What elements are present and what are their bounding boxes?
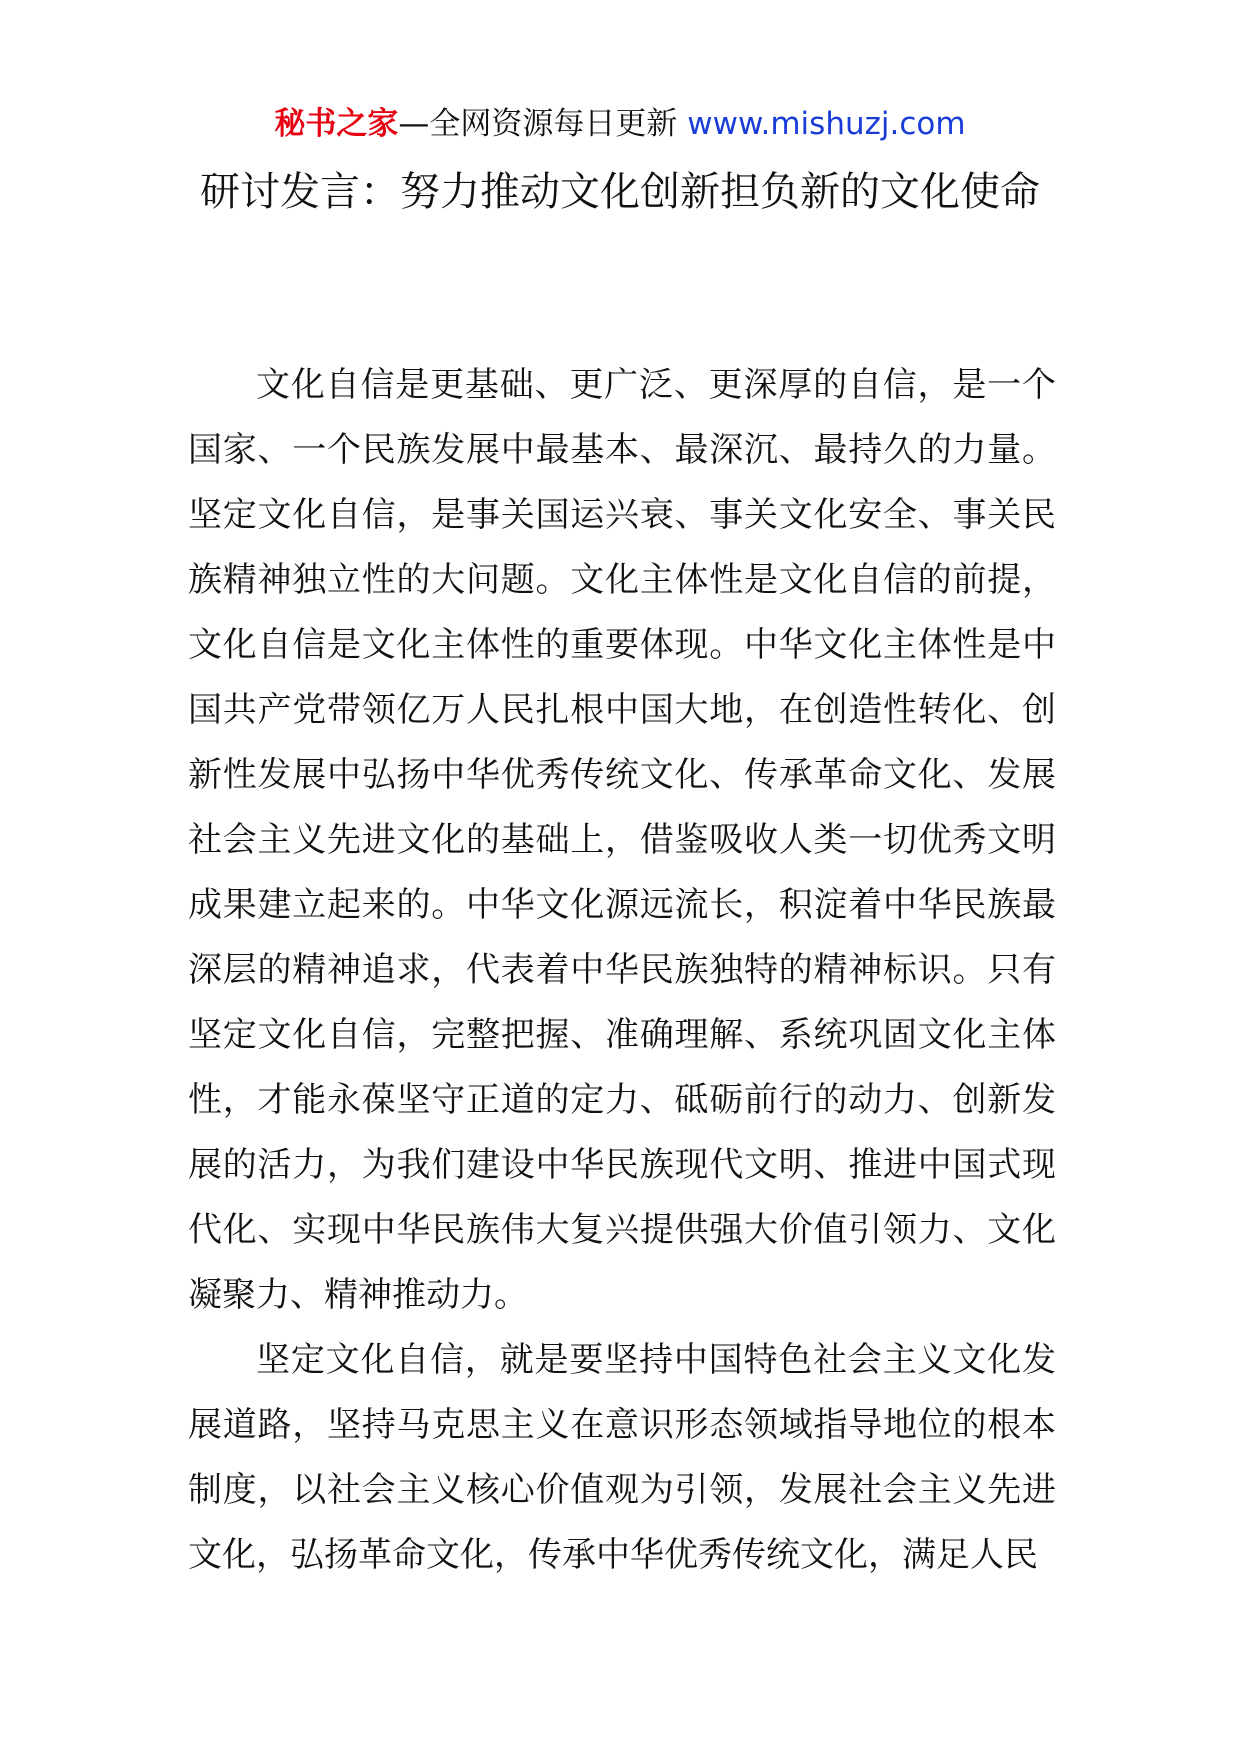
document-title: 研讨发言：努力推动文化创新担负新的文化使命	[200, 169, 1040, 215]
brand-name: 秘书之家	[274, 106, 399, 142]
paragraph: 文化自信是更基础、更广泛、更深厚的自信，是一个国家、一个民族发展中最基本、最深沉、最持久的力量。坚定文化自信，是事关国运兴衰、事关文化安全、事关民族精神独立性的大问题。文化主体性是文化自信的前提，文化自信是文化主体性的重要体现。中华文化主体性是中国共产党带领亿万人民扎根中国大地，在创造性转化、创新性发展中弘扬中华优秀传统文化、传承革命文化、发展社会主义先进文化的基础上，借鉴吸收人类一切优秀文明成果建立起来的。中华文化源远流长，积淀着中华民族最深层的精神追求，代表着中华民族独特的精神标识。只有坚定文化自信，完整把握、准确理解、系统巩固文化主体性，才能永葆坚守正道的定力、砥砺前行的动力、创新发展的活力，为我们建设中华民族现代文明、推进中国式现代化、实现中华民族伟大复兴提供强大价值引领力、文化凝聚力、精神推动力。	[188, 365, 1056, 1315]
site-url[interactable]: www.mishuzj.com	[687, 106, 966, 142]
page-header	[0, 104, 1240, 144]
header-slogan: —全网资源每日更新	[398, 106, 678, 142]
paragraph: 坚定文化自信，就是要坚持中国特色社会主义文化发展道路，坚持马克思主义在意识形态领域指导地位的根本制度，以社会主义核心价值观为引领，发展社会主义先进文化，弘扬革命文化，传承中华优秀传统文化，满足人民	[188, 1340, 1056, 1575]
document-body	[188, 353, 1056, 1588]
